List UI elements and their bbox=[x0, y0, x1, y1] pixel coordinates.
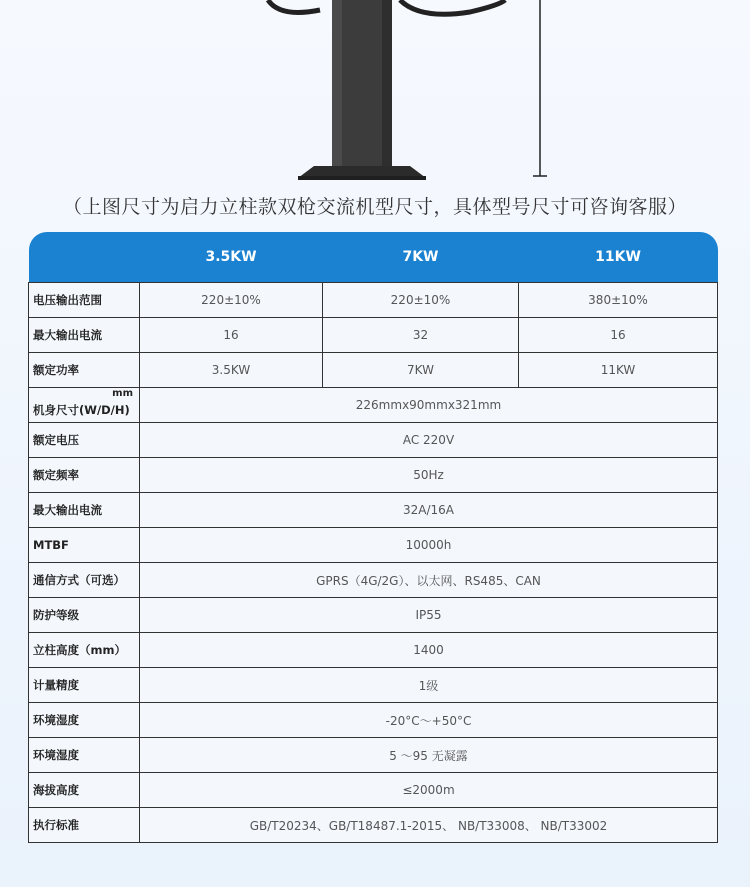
table-row bbox=[29, 808, 718, 843]
cell-value: 50Hz bbox=[140, 458, 718, 493]
row-label: 执行标准 bbox=[29, 808, 140, 843]
table-row bbox=[29, 318, 718, 353]
cell-value: 1级 bbox=[140, 668, 718, 703]
row-label: 最大输出电流 bbox=[29, 318, 140, 353]
header-7kw: 7KW bbox=[323, 232, 519, 283]
cable-left bbox=[268, 0, 320, 12]
image-caption: （上图尺寸为启力立柱款双枪交流机型尺寸，具体型号尺寸可咨询客服） bbox=[62, 196, 687, 218]
table-header-row bbox=[29, 232, 718, 283]
table-row bbox=[29, 528, 718, 563]
cell-value: 226mmx90mmx321mm bbox=[140, 388, 718, 423]
row-label: 防护等级 bbox=[29, 598, 140, 633]
table-row bbox=[29, 493, 718, 528]
charging-pillar-illustration bbox=[0, 0, 750, 185]
cell-value: 1400 bbox=[140, 633, 718, 668]
cell-value: 7KW bbox=[323, 353, 519, 388]
cell-value: 380±10% bbox=[519, 283, 718, 318]
cell-value: 16 bbox=[519, 318, 718, 353]
table-row bbox=[29, 458, 718, 493]
row-label: 额定电压 bbox=[29, 423, 140, 458]
row-label: 电压输出范围 bbox=[29, 283, 140, 318]
table-row bbox=[29, 598, 718, 633]
cell-value: 16 bbox=[140, 318, 323, 353]
header-blank bbox=[29, 232, 140, 283]
cell-value: 220±10% bbox=[140, 283, 323, 318]
cell-value: 11KW bbox=[519, 353, 718, 388]
cell-value: GB/T20234、GB/T18487.1-2015、 NB/T33008、 NB/T33002 bbox=[140, 808, 718, 843]
table-row bbox=[29, 283, 718, 318]
cell-value: AC 220V bbox=[140, 423, 718, 458]
row-label: 计量精度 bbox=[29, 668, 140, 703]
row-label: MTBF bbox=[29, 528, 140, 563]
row-label: 额定功率 bbox=[29, 353, 140, 388]
cell-value: 32A/16A bbox=[140, 493, 718, 528]
table-row bbox=[29, 633, 718, 668]
cable-right bbox=[400, 0, 505, 14]
cell-value: GPRS（4G/2G）、以太网、RS485、CAN bbox=[140, 563, 718, 598]
table-row bbox=[29, 353, 718, 388]
table-row bbox=[29, 738, 718, 773]
row-label: 环境湿度 bbox=[29, 703, 140, 738]
spec-table bbox=[28, 232, 718, 843]
cell-value: ≤2000m bbox=[140, 773, 718, 808]
cell-value: -20°C～+50°C bbox=[140, 703, 718, 738]
row-label: 立柱高度（mm） bbox=[29, 633, 140, 668]
row-label: 最大输出电流 bbox=[29, 493, 140, 528]
cell-value: 3.5KW bbox=[140, 353, 323, 388]
row-label: 海拔高度 bbox=[29, 773, 140, 808]
row-label: 环境湿度 bbox=[29, 738, 140, 773]
header-3-5kw: 3.5KW bbox=[140, 232, 323, 283]
cell-value: 5 ～95 无凝露 bbox=[140, 738, 718, 773]
table-row bbox=[29, 388, 718, 423]
cell-value: 32 bbox=[323, 318, 519, 353]
size-label: 机身尺寸(W/D/H) bbox=[33, 403, 130, 417]
header-11kw: 11KW bbox=[519, 232, 718, 283]
row-label: 通信方式（可选） bbox=[29, 563, 140, 598]
table-row bbox=[29, 773, 718, 808]
table-row bbox=[29, 668, 718, 703]
row-label: 额定频率 bbox=[29, 458, 140, 493]
table-row bbox=[29, 423, 718, 458]
cell-value: 10000h bbox=[140, 528, 718, 563]
unit-label: mm bbox=[112, 388, 133, 399]
cell-value: 220±10% bbox=[323, 283, 519, 318]
cell-value: IP55 bbox=[140, 598, 718, 633]
table-row bbox=[29, 563, 718, 598]
row-label bbox=[29, 388, 140, 423]
table-row bbox=[29, 703, 718, 738]
